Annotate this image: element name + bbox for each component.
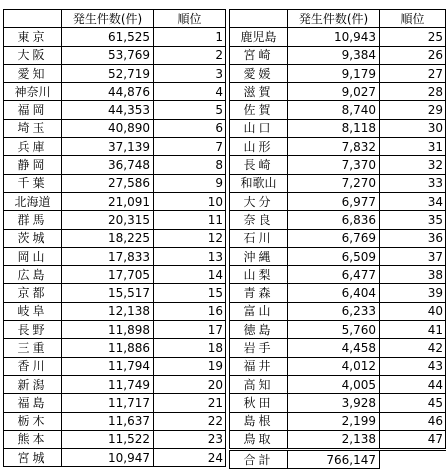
prefecture-cell: 長野 <box>4 321 62 339</box>
count-cell: 6,769 <box>288 229 380 247</box>
rank-cell: 17 <box>154 321 226 339</box>
count-cell: 11,749 <box>62 375 154 393</box>
prefecture-cell: 福岡 <box>4 101 62 119</box>
prefecture-cell: 群馬 <box>4 211 62 229</box>
table-row <box>4 449 226 467</box>
rank-cell: 21 <box>154 394 226 412</box>
table-row <box>230 357 446 375</box>
table-row <box>4 229 226 247</box>
count-cell: 53,769 <box>62 46 154 64</box>
rank-cell: 36 <box>380 229 446 247</box>
table-row <box>230 247 446 265</box>
prefecture-cell: 富山 <box>230 302 288 320</box>
rank-cell: 18 <box>154 339 226 357</box>
rank-cell: 47 <box>380 430 446 449</box>
rank-cell: 9 <box>154 174 226 192</box>
count-cell: 11,717 <box>62 394 154 412</box>
count-cell: 4,012 <box>288 357 380 375</box>
count-cell: 36,748 <box>62 156 154 174</box>
count-cell: 11,794 <box>62 357 154 375</box>
count-cell: 44,353 <box>62 101 154 119</box>
count-cell: 7,370 <box>288 156 380 174</box>
table-row <box>230 412 446 430</box>
rank-cell: 13 <box>154 247 226 265</box>
table-row <box>4 321 226 339</box>
count-cell: 9,384 <box>288 46 380 64</box>
count-cell: 6,836 <box>288 211 380 229</box>
prefecture-cell: 和歌山 <box>230 174 288 192</box>
count-cell: 2,138 <box>288 430 380 449</box>
header-row <box>230 10 446 28</box>
table-row <box>4 174 226 192</box>
count-cell: 17,705 <box>62 266 154 284</box>
count-cell: 27,586 <box>62 174 154 192</box>
prefecture-cell: 岐阜 <box>4 302 62 320</box>
count-cell: 3,928 <box>288 394 380 412</box>
header-count: 発生件数(件) <box>62 10 154 28</box>
rank-cell: 19 <box>154 357 226 375</box>
prefecture-cell: 宮崎 <box>230 46 288 64</box>
prefecture-cell: 東京 <box>4 28 62 46</box>
prefecture-cell: 高知 <box>230 375 288 393</box>
prefecture-cell: 秋田 <box>230 394 288 412</box>
rank-cell: 3 <box>154 64 226 82</box>
table-row <box>4 28 226 46</box>
rank-cell: 41 <box>380 321 446 339</box>
table-row <box>230 174 446 192</box>
rank-cell: 31 <box>380 138 446 156</box>
prefecture-cell: 佐賀 <box>230 101 288 119</box>
table-row <box>230 83 446 101</box>
table-row <box>4 357 226 375</box>
count-cell: 8,118 <box>288 119 380 137</box>
table-row <box>230 101 446 119</box>
count-cell: 17,833 <box>62 247 154 265</box>
count-cell: 9,179 <box>288 64 380 82</box>
count-cell: 4,005 <box>288 375 380 393</box>
rank-cell: 25 <box>380 28 446 46</box>
prefecture-cell: 岡山 <box>4 247 62 265</box>
prefecture-cell: 愛知 <box>4 64 62 82</box>
count-cell: 8,740 <box>288 101 380 119</box>
header-prefecture <box>4 10 62 28</box>
prefecture-cell: 宮城 <box>4 449 62 467</box>
count-cell: 10,943 <box>288 28 380 46</box>
rank-cell: 26 <box>380 46 446 64</box>
rank-cell: 34 <box>380 192 446 210</box>
prefecture-cell: 千葉 <box>4 174 62 192</box>
count-cell: 10,947 <box>62 449 154 467</box>
header-prefecture <box>230 10 288 28</box>
rank-cell: 35 <box>380 211 446 229</box>
header-rank: 順位 <box>154 10 226 28</box>
table-row <box>230 430 446 449</box>
prefecture-cell: 兵庫 <box>4 138 62 156</box>
count-cell: 7,832 <box>288 138 380 156</box>
count-cell: 52,719 <box>62 64 154 82</box>
rank-cell: 45 <box>380 394 446 412</box>
prefecture-cell: 大阪 <box>4 46 62 64</box>
prefecture-cell: 山梨 <box>230 266 288 284</box>
rank-cell: 40 <box>380 302 446 320</box>
rank-cell: 39 <box>380 284 446 302</box>
table-row <box>4 412 226 430</box>
prefecture-cell: 長崎 <box>230 156 288 174</box>
rank-cell: 44 <box>380 375 446 393</box>
count-cell: 6,233 <box>288 302 380 320</box>
count-cell: 6,404 <box>288 284 380 302</box>
table-row <box>230 28 446 46</box>
header-count: 発生件数(件) <box>288 10 380 28</box>
prefecture-cell: 愛媛 <box>230 64 288 82</box>
table-row <box>230 302 446 320</box>
prefecture-cell: 福島 <box>4 394 62 412</box>
prefecture-cell: 大分 <box>230 192 288 210</box>
prefecture-cell: 徳島 <box>230 321 288 339</box>
count-cell: 37,139 <box>62 138 154 156</box>
count-cell: 6,477 <box>288 266 380 284</box>
prefecture-cell: 島根 <box>230 412 288 430</box>
table-row <box>230 192 446 210</box>
rank-cell: 22 <box>154 412 226 430</box>
total-row <box>230 450 446 469</box>
table-row <box>230 156 446 174</box>
header-rank: 順位 <box>380 10 446 28</box>
table-row <box>4 119 226 137</box>
ranking-table-left <box>3 9 226 467</box>
table-row <box>4 247 226 265</box>
total-count: 766,147 <box>288 450 380 469</box>
prefecture-cell: 奈良 <box>230 211 288 229</box>
table-row <box>4 339 226 357</box>
prefecture-cell: 鳥取 <box>230 430 288 449</box>
rank-cell: 30 <box>380 119 446 137</box>
rank-cell: 28 <box>380 83 446 101</box>
table-row <box>4 284 226 302</box>
rank-cell: 7 <box>154 138 226 156</box>
table-row <box>230 119 446 137</box>
rank-cell: 23 <box>154 430 226 448</box>
prefecture-cell: 岩手 <box>230 339 288 357</box>
rank-cell: 33 <box>380 174 446 192</box>
count-cell: 7,270 <box>288 174 380 192</box>
table-row <box>230 64 446 82</box>
prefecture-cell: 鹿児島 <box>230 28 288 46</box>
count-cell: 6,509 <box>288 247 380 265</box>
total-rank-blank <box>380 450 446 469</box>
rank-cell: 5 <box>154 101 226 119</box>
prefecture-cell: 福井 <box>230 357 288 375</box>
count-cell: 15,517 <box>62 284 154 302</box>
prefecture-cell: 栃木 <box>4 412 62 430</box>
rank-cell: 24 <box>154 449 226 467</box>
rank-cell: 38 <box>380 266 446 284</box>
rank-cell: 37 <box>380 247 446 265</box>
rank-cell: 29 <box>380 101 446 119</box>
table-row <box>4 375 226 393</box>
ranking-rows-left <box>4 28 226 467</box>
count-cell: 21,091 <box>62 192 154 210</box>
table-row <box>230 339 446 357</box>
prefecture-cell: 京都 <box>4 284 62 302</box>
prefecture-cell: 北海道 <box>4 192 62 210</box>
prefecture-cell: 香川 <box>4 357 62 375</box>
rank-cell: 8 <box>154 156 226 174</box>
rank-cell: 42 <box>380 339 446 357</box>
table-row <box>4 64 226 82</box>
count-cell: 5,760 <box>288 321 380 339</box>
count-cell: 18,225 <box>62 229 154 247</box>
rank-cell: 10 <box>154 192 226 210</box>
table-row <box>230 229 446 247</box>
prefecture-cell: 新潟 <box>4 375 62 393</box>
prefecture-cell: 滋賀 <box>230 83 288 101</box>
count-cell: 12,138 <box>62 302 154 320</box>
rank-cell: 16 <box>154 302 226 320</box>
count-cell: 6,977 <box>288 192 380 210</box>
table-row <box>4 192 226 210</box>
count-cell: 2,199 <box>288 412 380 430</box>
rank-cell: 4 <box>154 83 226 101</box>
prefecture-cell: 石川 <box>230 229 288 247</box>
table-row <box>230 138 446 156</box>
table-row <box>4 83 226 101</box>
prefecture-cell: 神奈川 <box>4 83 62 101</box>
rank-cell: 43 <box>380 357 446 375</box>
rank-cell: 15 <box>154 284 226 302</box>
rank-cell: 6 <box>154 119 226 137</box>
table-row <box>4 156 226 174</box>
count-cell: 11,886 <box>62 339 154 357</box>
ranking-table-right <box>229 9 446 469</box>
rank-cell: 32 <box>380 156 446 174</box>
table-row <box>230 284 446 302</box>
table-row <box>4 394 226 412</box>
table-row <box>230 266 446 284</box>
prefecture-cell: 三重 <box>4 339 62 357</box>
prefecture-cell: 青森 <box>230 284 288 302</box>
count-cell: 11,637 <box>62 412 154 430</box>
table-row <box>4 46 226 64</box>
table-row <box>230 321 446 339</box>
table-row <box>230 394 446 412</box>
count-cell: 4,458 <box>288 339 380 357</box>
count-cell: 44,876 <box>62 83 154 101</box>
table-row <box>230 211 446 229</box>
prefecture-cell: 茨城 <box>4 229 62 247</box>
table-row <box>4 101 226 119</box>
count-cell: 61,525 <box>62 28 154 46</box>
rank-cell: 11 <box>154 211 226 229</box>
prefecture-cell: 熊本 <box>4 430 62 448</box>
rank-cell: 20 <box>154 375 226 393</box>
prefecture-cell: 広島 <box>4 266 62 284</box>
ranking-rows-right <box>230 28 446 450</box>
prefecture-cell: 埼玉 <box>4 119 62 137</box>
count-cell: 40,890 <box>62 119 154 137</box>
table-row <box>230 375 446 393</box>
count-cell: 20,315 <box>62 211 154 229</box>
rank-cell: 1 <box>154 28 226 46</box>
total-label: 合計 <box>230 450 288 469</box>
prefecture-cell: 静岡 <box>4 156 62 174</box>
count-cell: 11,522 <box>62 430 154 448</box>
table-row <box>4 430 226 448</box>
prefecture-cell: 山形 <box>230 138 288 156</box>
table-row <box>4 138 226 156</box>
prefecture-cell: 沖縄 <box>230 247 288 265</box>
count-cell: 11,898 <box>62 321 154 339</box>
rank-cell: 27 <box>380 64 446 82</box>
table-row <box>230 46 446 64</box>
table-row <box>4 266 226 284</box>
rank-cell: 12 <box>154 229 226 247</box>
count-cell: 9,027 <box>288 83 380 101</box>
rank-cell: 46 <box>380 412 446 430</box>
prefecture-cell: 山口 <box>230 119 288 137</box>
table-row <box>4 302 226 320</box>
rank-cell: 14 <box>154 266 226 284</box>
header-row <box>4 10 226 28</box>
table-row <box>4 211 226 229</box>
rank-cell: 2 <box>154 46 226 64</box>
